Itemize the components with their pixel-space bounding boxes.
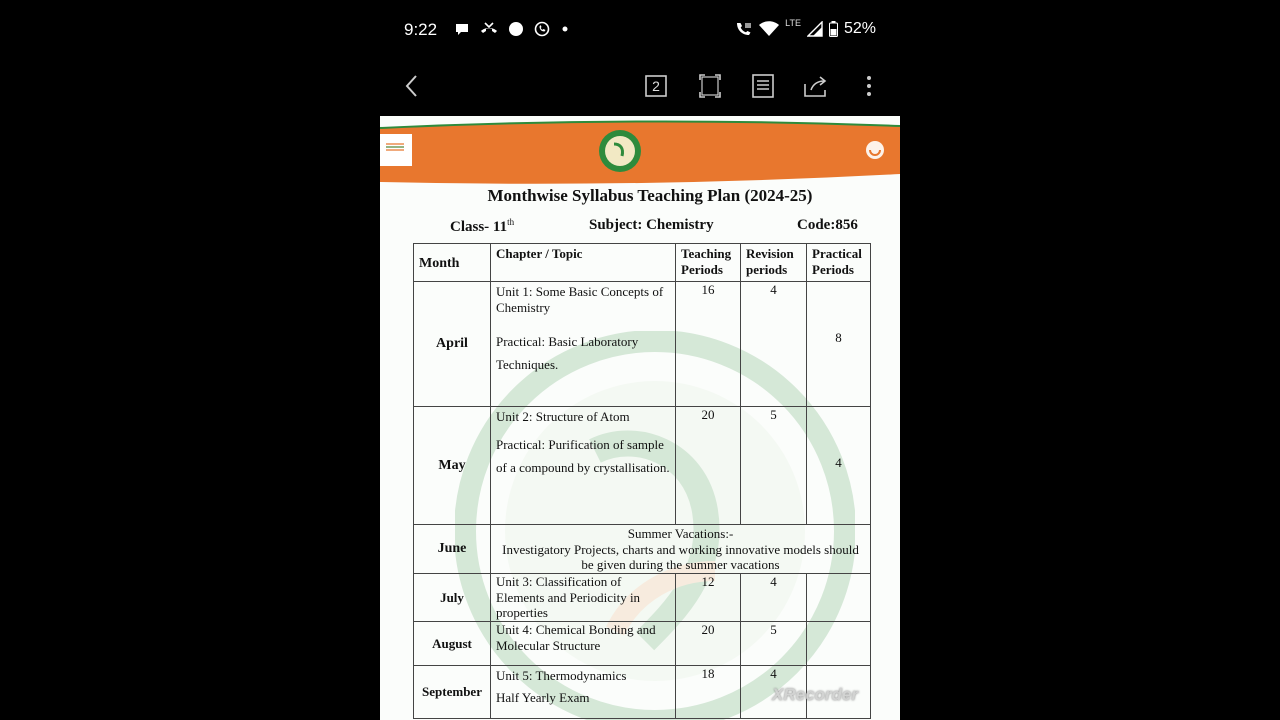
row-month: July	[414, 574, 491, 622]
header-practical: Practical Periods	[807, 244, 871, 282]
page-number-button[interactable]	[642, 72, 670, 100]
header-teaching: Teaching Periods	[676, 244, 741, 282]
notification-icons	[454, 21, 570, 37]
missed-call-icon	[480, 21, 498, 37]
table-row	[414, 574, 871, 622]
class-label: Class- 11th	[450, 217, 515, 235]
share-button[interactable]	[802, 72, 830, 100]
back-icon	[404, 74, 420, 98]
dot-icon	[508, 21, 524, 37]
header-month: Month	[414, 244, 491, 282]
reading-mode-button[interactable]	[749, 72, 777, 100]
header-banner	[380, 116, 900, 186]
row-revision: 4	[741, 282, 807, 407]
syllabus-table	[413, 243, 871, 719]
row-topic: Summer Vacations:- Investigatory Projects, charts and working innovative models should be given during the summer vacations	[491, 525, 871, 574]
row-month: August	[414, 622, 491, 666]
small-dot-icon	[560, 21, 570, 37]
reading-mode-icon	[752, 74, 774, 98]
call-icon	[735, 21, 753, 37]
table-header-row	[414, 244, 871, 282]
row-teaching: 12	[676, 574, 741, 622]
document-title: Monthwise Syllabus Teaching Plan (2024-25)	[487, 186, 813, 205]
row-month: April	[414, 282, 491, 407]
row-revision: 5	[741, 407, 807, 525]
more-button[interactable]	[855, 72, 883, 100]
battery-percent: 52%	[843, 20, 876, 37]
status-right	[735, 20, 876, 38]
whatsapp-icon	[534, 21, 550, 37]
row-topic: Unit 2: Structure of Atom Practical: Purification of sample of a compound by crystallisation.	[491, 407, 676, 525]
recorder-watermark: XRecorder	[772, 685, 858, 704]
network-type: LTE	[785, 18, 801, 28]
fullscreen-icon	[699, 74, 721, 98]
share-icon	[803, 74, 829, 98]
status-bar	[380, 0, 900, 60]
row-topic: Unit 3: Classification of Elements and Periodicity in properties	[491, 574, 676, 622]
row-month: May	[414, 407, 491, 525]
row-month: September	[414, 666, 491, 719]
row-revision: 4	[741, 666, 807, 719]
table-row	[414, 282, 871, 407]
row-practical: 4	[807, 407, 871, 525]
header-revision: Revision periods	[741, 244, 807, 282]
table-row	[414, 525, 871, 574]
more-icon	[866, 74, 872, 98]
row-revision: 4	[741, 574, 807, 622]
code-label: Code:856	[797, 217, 858, 233]
table-row	[414, 407, 871, 525]
row-revision: 5	[741, 622, 807, 666]
row-teaching: 20	[676, 407, 741, 525]
row-topic: Unit 1: Some Basic Concepts of Chemistry Practical: Basic Laboratory Techniques.	[491, 282, 676, 407]
back-button[interactable]	[398, 72, 426, 100]
wifi-icon	[759, 21, 779, 37]
signal-icon	[807, 21, 823, 37]
row-teaching: 20	[676, 622, 741, 666]
row-teaching: 16	[676, 282, 741, 407]
header-topic: Chapter / Topic	[491, 244, 676, 282]
phone-screen	[380, 0, 900, 720]
status-time: 9:22	[404, 20, 438, 39]
row-practical	[807, 622, 871, 666]
table-row	[414, 622, 871, 666]
subject-label: Subject: Chemistry	[589, 217, 714, 233]
battery-icon	[829, 21, 838, 37]
fullscreen-button[interactable]	[696, 72, 724, 100]
viewer-toolbar	[380, 62, 900, 110]
row-practical: 8	[807, 282, 871, 407]
message-icon	[454, 21, 470, 37]
row-topic: Unit 5: Thermodynamics Half Yearly Exam	[491, 666, 676, 719]
page-number: 2	[652, 78, 660, 94]
row-teaching: 18	[676, 666, 741, 719]
row-topic: Unit 4: Chemical Bonding and Molecular Structure	[491, 622, 676, 666]
row-practical	[807, 574, 871, 622]
row-month: June	[414, 525, 491, 574]
document-page[interactable]	[380, 116, 900, 720]
